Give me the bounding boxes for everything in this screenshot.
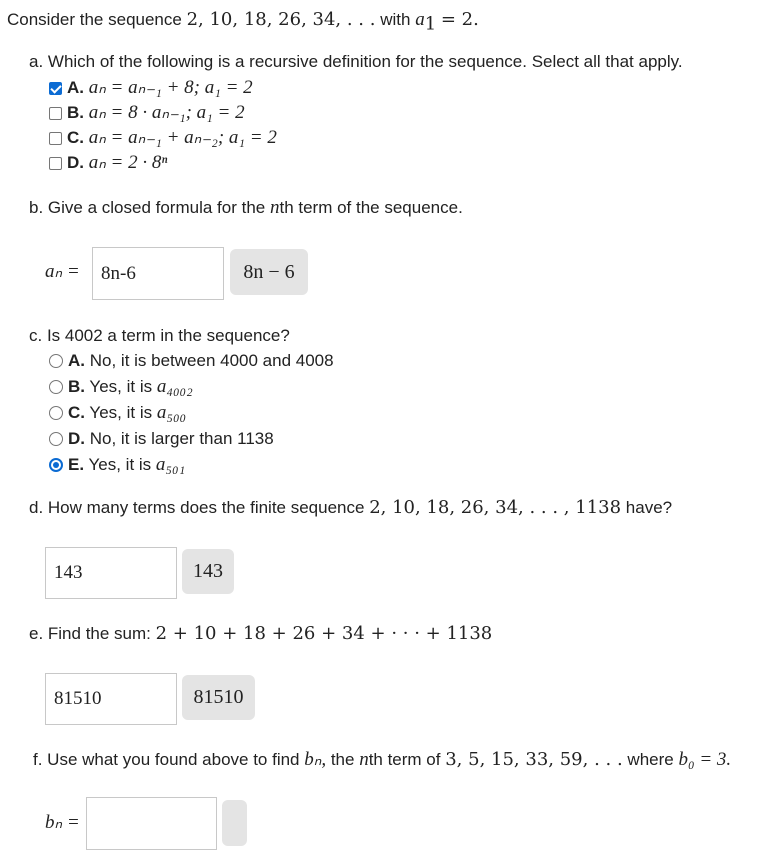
radio-d[interactable] (49, 432, 63, 446)
part-b-question-var: n (269, 197, 280, 218)
part-b-question-pre: b. Give a closed formula for the (29, 198, 266, 217)
option-math: a₅₀₀ (156, 402, 187, 423)
part-f-b0: b₀ = 3. (678, 749, 732, 770)
option-letter: C. (68, 403, 85, 422)
part-c-option-c[interactable] (49, 402, 186, 424)
part-b-preview: 8n − 6 (230, 249, 308, 295)
option-math: a₄₀₀₂ (156, 376, 193, 397)
part-e-answer-input[interactable]: 81510 (45, 673, 177, 725)
part-d-question-post: have? (625, 498, 673, 517)
part-b-answer-input[interactable]: 8n-6 (92, 247, 224, 300)
part-e-preview: 81510 (182, 675, 255, 720)
part-f-question-where: where (627, 750, 674, 769)
part-d-answer-input[interactable]: 143 (45, 547, 177, 599)
part-f-label: bₙ = (45, 812, 80, 833)
part-c-question: c. Is 4002 a term in the sequence? (29, 326, 290, 345)
part-a-option-a[interactable] (49, 77, 253, 99)
intro-initial-sub: 1 (424, 13, 437, 35)
part-c-option-e[interactable] (49, 454, 185, 476)
part-c-option-a[interactable] (49, 350, 334, 372)
option-text: aₙ = 2 · 8ⁿ (88, 152, 168, 173)
option-text: Yes, it is (89, 377, 153, 396)
part-f-question-var: n (359, 749, 369, 770)
part-e-sum: 2 + 10 + 18 + 26 + 34 + · · · + 1138 (155, 623, 493, 644)
option-text: aₙ = aₙ₋₁ + 8; a₁ = 2 (88, 77, 253, 98)
part-e-question-pre: e. Find the sum: (29, 624, 151, 643)
part-e-question (29, 623, 492, 645)
option-letter: A. (67, 78, 84, 97)
option-letter: C. (67, 128, 84, 147)
intro-line (7, 9, 479, 35)
intro-sequence: 2, 10, 18, 26, 34, . . . (186, 9, 376, 30)
part-a-option-d[interactable] (49, 152, 167, 174)
part-b-question-post: th term of the sequence. (279, 198, 463, 217)
intro-initial-val: = 2. (440, 9, 479, 30)
intro-with: with (380, 10, 411, 29)
part-a-question: a. Which of the following is a recursive definition for the sequence. Select all that apply. (29, 52, 683, 71)
part-d-sequence: 2, 10, 18, 26, 34, . . . , 1138 (369, 497, 622, 518)
part-f-question-pre: f. Use what you found above to find (33, 750, 300, 769)
part-f-answer-input[interactable] (86, 797, 217, 850)
part-f-sequence: 3, 5, 15, 33, 59, . . . (445, 749, 623, 770)
part-d-preview: 143 (182, 549, 234, 594)
checkbox-c[interactable] (49, 132, 62, 145)
part-a-option-b[interactable] (49, 102, 245, 124)
part-b-label: aₙ = (45, 261, 80, 282)
part-f-preview (222, 800, 247, 846)
option-letter: B. (67, 103, 84, 122)
part-c-option-d[interactable] (49, 428, 274, 450)
option-text: Yes, it is (89, 403, 153, 422)
radio-b[interactable] (49, 380, 63, 394)
option-letter: A. (68, 351, 85, 370)
radio-a[interactable] (49, 354, 63, 368)
radio-c[interactable] (49, 406, 63, 420)
part-f-question (33, 749, 731, 771)
option-text: No, it is between 4000 and 4008 (89, 351, 334, 370)
option-letter: B. (68, 377, 85, 396)
part-c-option-b[interactable] (49, 376, 193, 398)
option-letter: D. (68, 429, 85, 448)
part-d-question-pre: d. How many terms does the finite sequence (29, 498, 365, 517)
option-letter: D. (67, 153, 84, 172)
checkbox-a[interactable] (49, 82, 62, 95)
option-text: No, it is larger than 1138 (89, 429, 274, 448)
option-text: Yes, it is (88, 455, 152, 474)
part-d-question (29, 497, 672, 519)
intro-prefix: Consider the sequence (7, 10, 182, 29)
part-f-bn: bₙ, (304, 749, 327, 770)
option-text: aₙ = aₙ₋₁ + aₙ₋₂; a₁ = 2 (88, 127, 277, 148)
option-math: a₅₀₁ (155, 454, 186, 475)
checkbox-d[interactable] (49, 157, 62, 170)
option-letter: E. (68, 455, 85, 474)
intro-initial: a (415, 9, 425, 30)
part-f-question-mid: the (330, 750, 355, 769)
part-a-option-c[interactable] (49, 127, 277, 149)
part-b-question (29, 197, 463, 219)
checkbox-b[interactable] (49, 107, 62, 120)
part-f-question-mid2: th term of (368, 750, 441, 769)
radio-e[interactable] (49, 458, 63, 472)
option-text: aₙ = 8 · aₙ₋₁; a₁ = 2 (88, 102, 245, 123)
